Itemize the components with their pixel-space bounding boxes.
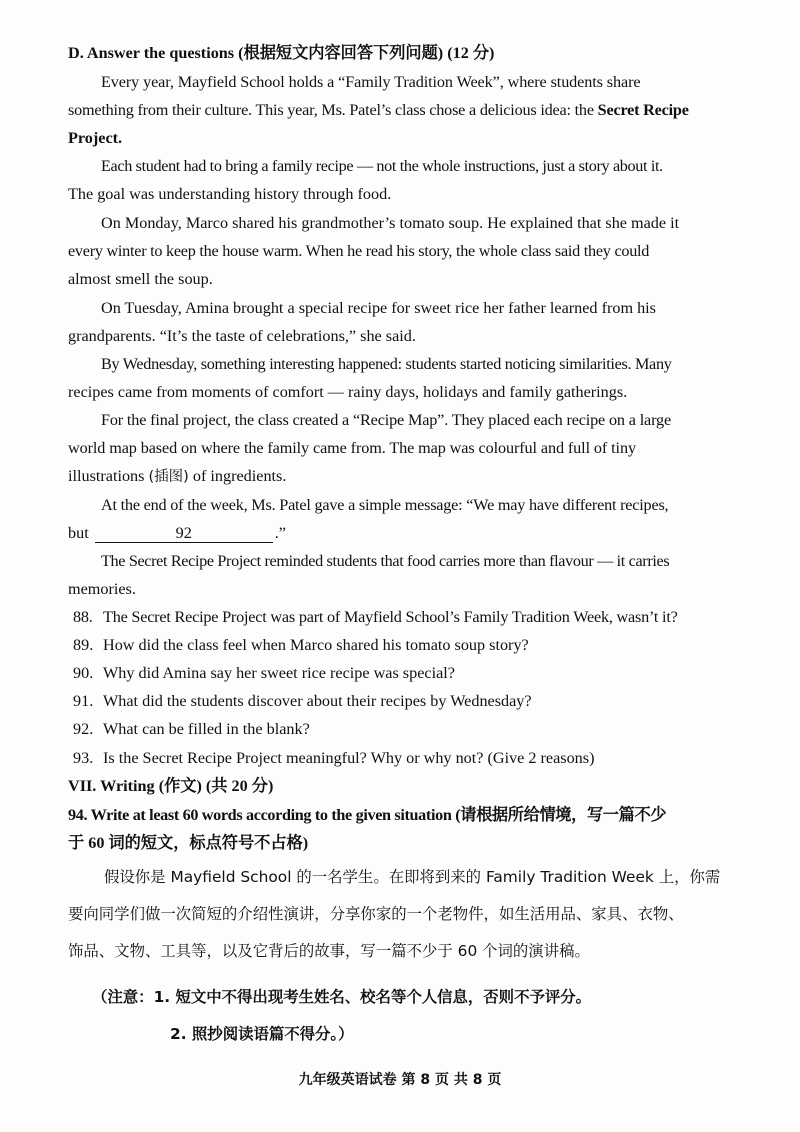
writing-prompt: 要向同学们做一次简短的介绍性演讲，分享你家的一个老物件，如生活用品、家具、衣物、 (68, 905, 684, 923)
passage-line: almost smell the soup. (68, 270, 213, 288)
passage-line: recipes came from moments of comfort — rainy days, holidays and family gatherings. (68, 383, 628, 401)
answer-blank: 92 (95, 524, 273, 543)
passage-line: Each student had to bring a family recipe — not the whole instructions, just a story about it. (101, 157, 663, 175)
writing-note: 2. 照抄阅读语篇不得分。） (170, 1025, 354, 1043)
passage-line: At the end of the week, Ms. Patel gave a simple message: “We may have different recipes, (101, 496, 669, 514)
passage-line: something from their culture. This year, Ms. Patel’s class chose a delicious idea: the Secret Recipe (68, 101, 689, 119)
gloss-chinese: (插图) (148, 469, 189, 485)
passage-line: world map based on where the family came from. The map was colourful and full of tiny (68, 439, 636, 457)
passage-line: For the final project, the class created a “Recipe Map”. They placed each recipe on a large (101, 411, 672, 429)
passage-line: memories. (68, 580, 136, 598)
question-item: 89. How did the class feel when Marco shared his tomato soup story? (73, 636, 529, 654)
passage-line: On Tuesday, Amina brought a special recipe for sweet rice her father learned from his (101, 299, 656, 317)
page-footer: 九年级英语试卷 第 8 页 共 8 页 (298, 1072, 502, 1088)
passage-line: On Monday, Marco shared his grandmother’s tomato soup. He explained that she made it (101, 214, 680, 232)
section-d-heading: D. Answer the questions (根据短文内容回答下列问题) (12 分) (68, 44, 495, 62)
writing-note: （注意：1. 短文中不得出现考生姓名、校名等个人信息，否则不予评分。 (92, 988, 592, 1006)
question-item: 90. Why did Amina say her sweet rice recipe was special? (73, 664, 455, 682)
question-item: 92. What can be filled in the blank? (73, 720, 310, 738)
writing-task: 于 60 词的短文，标点符号不占格) (68, 834, 309, 852)
question-item: 91. What did the students discover about their recipes by Wednesday? (73, 692, 532, 710)
passage-line: The Secret Recipe Project reminded students that food carries more than flavour — it carries (101, 552, 670, 570)
passage-line: Every year, Mayfield School holds a “Family Tradition Week”, where students share (101, 73, 641, 91)
passage-line: By Wednesday, something interesting happened: students started noticing similarities. Many (101, 355, 672, 373)
writing-heading: VII. Writing (作文) (共 20 分) (68, 777, 274, 795)
passage-line-blank: but 92 .” (68, 524, 286, 542)
passage-line: The goal was understanding history through food. (68, 185, 392, 203)
passage-line: illustrations (插图) of ingredients. (68, 467, 287, 485)
question-item: 93. Is the Secret Recipe Project meaningful? Why or why not? (Give 2 reasons) (73, 749, 595, 767)
passage-line: every winter to keep the house warm. When he read his story, the whole class said they could (68, 242, 650, 260)
question-item: 88. The Secret Recipe Project was part of Mayfield School’s Family Tradition Week, wasn’t it? (73, 608, 678, 626)
project-name: Secret Recipe (597, 101, 689, 119)
writing-prompt: 饰品、文物、工具等，以及它背后的故事，写一篇不少于 60 个词的演讲稿。 (68, 942, 590, 960)
passage-line: grandparents. “It’s the taste of celebrations,” she said. (68, 327, 416, 345)
writing-task: 94. Write at least 60 words according to the given situation (请根据所给情境，写一篇不少 (68, 806, 667, 824)
project-name-cont: Project. (68, 129, 123, 147)
writing-prompt: 假设你是 Mayfield School 的一名学生。在即将到来的 Family Tradition Week 上，你需 (104, 868, 721, 886)
